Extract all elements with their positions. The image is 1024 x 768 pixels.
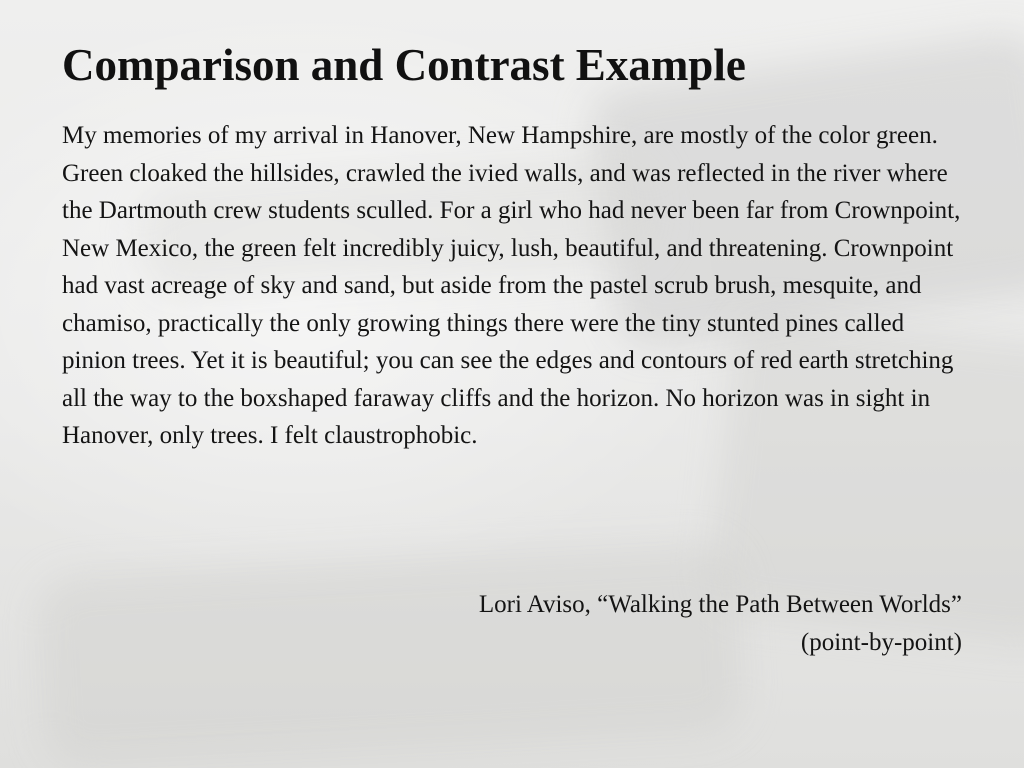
attribution-block bbox=[479, 586, 962, 661]
example-paragraph: My memories of my arrival in Hanover, New Hampshire, are mostly of the color green. Green cloaked the hillsides, crawled the ivied walls, and was reflected in the river where the Dartmouth crew students sculled. For a girl who had never been far from Crownpoint, New Mexico, the green felt incredibly juicy, lush, beautiful, and threatening. Crownpoint had vast acreage of sky and sand, but aside from the pastel scrub brush, mesquite, and chamiso, practically the only growing things there were the tiny stunted pines called pinion trees. Yet it is beautiful; you can see the edges and contours of red earth stretching all the way to the boxshaped faraway cliffs and the horizon. No horizon was in sight in Hanover, only trees. I felt claustrophobic. bbox=[62, 122, 961, 449]
method-note: (point-by-point) bbox=[800, 628, 962, 656]
slide-title: Comparison and Contrast Example bbox=[62, 40, 746, 90]
attribution-source: Lori Aviso, “Walking the Path Between Worlds” bbox=[478, 591, 962, 618]
